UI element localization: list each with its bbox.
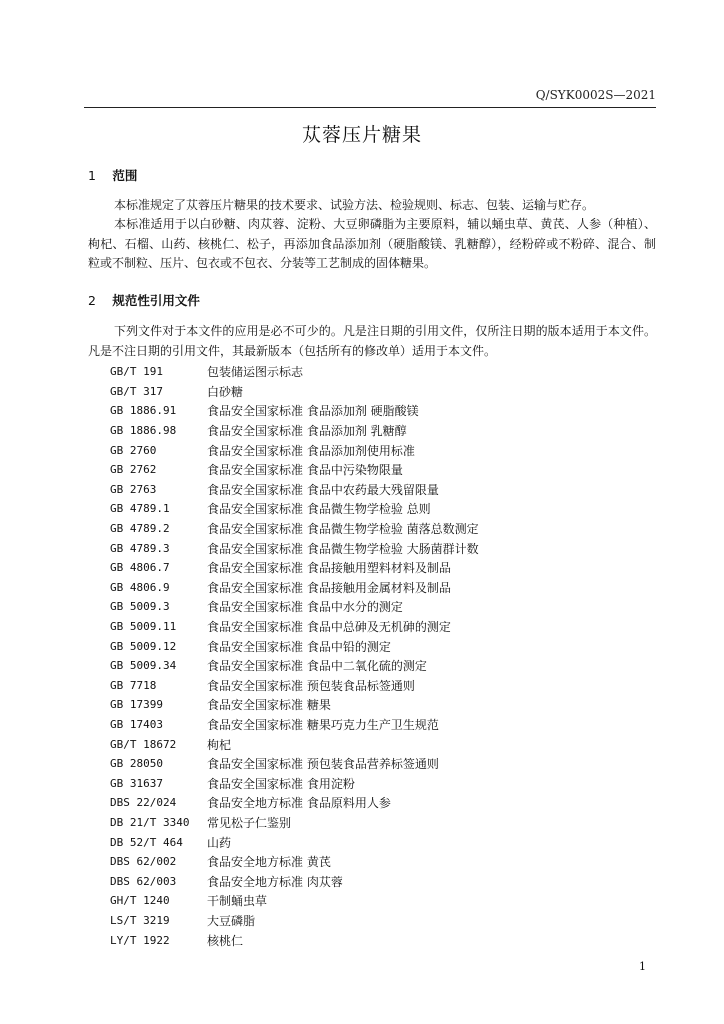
section-1-heading [88, 166, 137, 184]
reference-row [110, 676, 630, 696]
reference-row [110, 538, 630, 558]
reference-code: GB 5009.11 [110, 620, 177, 634]
reference-code: GB 7718 [110, 678, 157, 692]
reference-title: 食品安全国家标准 预包装食品标签通则 [207, 678, 415, 693]
document-title: 苁蓉压片糖果 [301, 124, 422, 146]
reference-title: 常见松子仁鉴别 [207, 815, 292, 830]
reference-code: GB 4806.9 [110, 580, 170, 594]
reference-code: GB/T 191 [110, 365, 163, 379]
reference-code: GB 1886.91 [110, 404, 177, 418]
section-2-number: 2 [88, 293, 96, 308]
reference-code: GB 5009.3 [110, 600, 170, 614]
section-2-title: 规范性引用文件 [112, 293, 200, 308]
reference-code: DB 21/T 3340 [110, 815, 190, 829]
reference-row [110, 558, 630, 578]
reference-row [110, 754, 630, 774]
reference-title: 食品安全国家标准 食品中铅的测定 [207, 639, 391, 654]
reference-title: 食品安全国家标准 食品中总砷及无机砷的测定 [207, 620, 451, 635]
reference-row [110, 636, 630, 656]
reference-code: GB 2763 [110, 482, 157, 496]
section-2-heading [88, 291, 200, 309]
reference-title: 山药 [207, 835, 232, 850]
reference-code: GB 1886.98 [110, 424, 177, 438]
document-code: Q/SYK0002S—2021 [535, 88, 656, 102]
reference-code: GB 31637 [110, 776, 163, 790]
reference-code: GB 4789.1 [110, 502, 170, 516]
reference-title: 食品安全地方标准 肉苁蓉 [207, 874, 343, 889]
reference-row [110, 930, 630, 950]
reference-row [110, 871, 630, 891]
reference-row [110, 773, 630, 793]
reference-code: GB 4806.7 [110, 561, 170, 575]
reference-title: 食品安全国家标准 食品微生物学检验 菌落总数测定 [207, 522, 479, 537]
reference-title: 食品安全国家标准 预包装食品营养标签通则 [207, 757, 439, 772]
reference-row [110, 401, 630, 421]
reference-title: 食品安全地方标准 食品原料用人参 [207, 796, 391, 811]
reference-code: GB 17403 [110, 717, 163, 731]
reference-title: 白砂糖 [207, 384, 244, 399]
reference-row [110, 499, 630, 519]
reference-title: 干制蛹虫草 [207, 894, 268, 909]
reference-row [110, 480, 630, 500]
section-1-title: 范围 [112, 168, 138, 183]
reference-row [110, 362, 630, 382]
reference-row [110, 852, 630, 872]
reference-title: 食品安全国家标准 食品中二氧化硫的测定 [207, 659, 427, 674]
reference-row [110, 597, 630, 617]
reference-title: 大豆磷脂 [207, 913, 256, 928]
scope-paragraph-2: 本标准适用于以白砂糖、肉苁蓉、淀粉、大豆卵磷脂为主要原料，辅以蛹虫草、黄芪、人参（种植）、枸杞、石榴、山药、核桃仁、松子，再添加食品添加剂（硬脂酸镁、乳糖醇），经粉碎或不粉碎、混合、制粒或不制粒、压片、包衣或不包衣、分装等工艺制成的固体糖果。 [88, 217, 656, 270]
reference-title: 食品安全地方标准 黄芪 [207, 855, 331, 870]
reference-row [110, 734, 630, 754]
reference-title: 食品安全国家标准 食品中污染物限量 [207, 463, 403, 478]
reference-code: GB/T 18672 [110, 737, 177, 751]
reference-code: GH/T 1240 [110, 894, 170, 908]
reference-title: 食品安全国家标准 食品接触用金属材料及制品 [207, 580, 451, 595]
reference-list [110, 362, 630, 950]
section-1-number: 1 [88, 168, 96, 183]
reference-code: LY/T 1922 [110, 933, 170, 947]
reference-code: LS/T 3219 [110, 913, 170, 927]
reference-row [110, 519, 630, 539]
scope-paragraph-1: 本标准规定了苁蓉压片糖果的技术要求、试验方法、检验规则、标志、包装、运输与贮存。 [114, 198, 595, 212]
references-intro: 下列文件对于本文件的应用是必不可少的。凡是注日期的引用文件，仅所注日期的版本适用于本文件。凡是不注日期的引用文件，其最新版本（包括所有的修改单）适用于本文件。 [88, 324, 656, 358]
reference-row [110, 578, 630, 598]
reference-code: DBS 62/002 [110, 855, 177, 869]
reference-row [110, 832, 630, 852]
reference-title: 枸杞 [207, 737, 232, 752]
reference-code: GB 2760 [110, 443, 157, 457]
reference-code: GB/T 317 [110, 384, 163, 398]
reference-code: GB 17399 [110, 698, 163, 712]
reference-title: 食品安全国家标准 食品接触用塑料材料及制品 [207, 561, 451, 576]
reference-code: GB 28050 [110, 757, 163, 771]
reference-row [110, 421, 630, 441]
reference-code: GB 2762 [110, 463, 157, 477]
reference-title: 食品安全国家标准 食品中水分的测定 [207, 600, 403, 615]
reference-row [110, 695, 630, 715]
reference-code: DB 52/T 464 [110, 835, 183, 849]
reference-title: 食品安全国家标准 食品微生物学检验 总则 [207, 502, 431, 517]
reference-row [110, 460, 630, 480]
reference-row [110, 715, 630, 735]
reference-row [110, 382, 630, 402]
reference-title: 食品安全国家标准 食品中农药最大残留限量 [207, 482, 439, 497]
reference-code: GB 5009.34 [110, 659, 177, 673]
reference-code: GB 5009.12 [110, 639, 177, 653]
reference-row [110, 813, 630, 833]
reference-title: 核桃仁 [207, 933, 244, 948]
reference-title: 食品安全国家标准 食用淀粉 [207, 776, 355, 791]
reference-code: GB 4789.3 [110, 541, 170, 555]
reference-row [110, 440, 630, 460]
header-rule [84, 107, 656, 108]
reference-title: 食品安全国家标准 食品添加剂使用标准 [207, 443, 415, 458]
reference-row [110, 891, 630, 911]
reference-code: DBS 62/003 [110, 874, 177, 888]
page-number: 1 [639, 960, 646, 973]
reference-code: DBS 22/024 [110, 796, 177, 810]
reference-title: 食品安全国家标准 食品添加剂 乳糖醇 [207, 424, 407, 439]
reference-row [110, 617, 630, 637]
reference-code: GB 4789.2 [110, 522, 170, 536]
reference-title: 食品安全国家标准 食品微生物学检验 大肠菌群计数 [207, 541, 479, 556]
reference-row [110, 911, 630, 931]
reference-row [110, 793, 630, 813]
reference-title: 食品安全国家标准 糖果巧克力生产卫生规范 [207, 717, 439, 732]
reference-title: 食品安全国家标准 食品添加剂 硬脂酸镁 [207, 404, 419, 419]
reference-title: 包装储运图示标志 [207, 365, 304, 380]
reference-title: 食品安全国家标准 糖果 [207, 698, 331, 713]
reference-row [110, 656, 630, 676]
